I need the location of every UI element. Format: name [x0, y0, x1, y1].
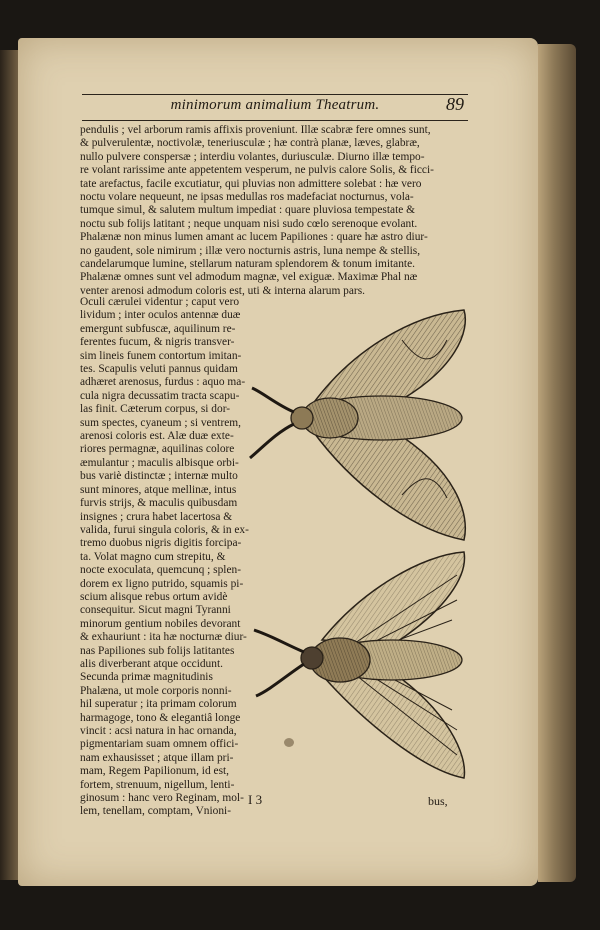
text-line: ferentes fucum, & nigris transver-: [80, 336, 235, 349]
text-line: pendulis ; vel arborum ramis affixis proveniunt. Illæ scabræ fere omnes sunt,: [80, 124, 431, 136]
page-number: 89: [446, 94, 464, 114]
catchword: bus,: [428, 794, 448, 808]
left-page-edge: [0, 50, 20, 880]
text-line: hil superatur ; ita primam colorum: [80, 698, 237, 711]
ink-stain: [284, 738, 294, 747]
text-line: nullo pulvere conspersæ ; interdiu volantes, duriusculæ. Diurno illæ tempo-: [80, 150, 425, 163]
text-line: sum spectes, cyaneum ; si ventrem,: [80, 416, 242, 429]
text-line: tumque simul, & salutem multum impediat : quare pluviosa tempestate &: [80, 204, 416, 217]
text-line: minorum gentium nobiles devorant: [80, 617, 241, 630]
text-line: riores permagnæ, aquilinas colore: [80, 443, 235, 456]
text-line: dorem ex ligno putrido, squamis pi-: [80, 577, 244, 590]
text-line: ta. Volat magno cum strepitu, &: [80, 550, 226, 563]
text-line: ginosum : hanc vero Reginam, mol-: [80, 792, 244, 805]
text-line: harmagoge, tono & elegantiâ longe: [80, 711, 241, 724]
text-line: insignes ; crura habet lacertosa &: [80, 510, 233, 523]
text-line: candelarumque lumine, stellarum naturam splendorem & tonum imitante.: [80, 258, 415, 271]
text-line: bus variè distinctæ ; internæ multo: [80, 470, 238, 483]
full-width-text: [80, 124, 470, 298]
signature-mark: I 3: [248, 792, 263, 807]
text-line: furvis strijs, & maculis quibusdam: [80, 497, 238, 510]
text-line: consequitur. Sicut magni Tyranni: [80, 604, 231, 617]
text-line: sim lineis funem contortum imitan-: [80, 349, 242, 362]
text-line: tremo duobus nigris digitis forcipa-: [80, 537, 242, 550]
text-line: noctu volare nequeunt, ne ipsas medullas ros madefaciat nocturnus, vola-: [80, 191, 414, 204]
text-line: Phalænæ omnes sunt vel admodum magnæ, vel exiguæ. Maximæ Phal næ: [80, 271, 418, 284]
text-line: noctu sub folijs latitant ; neque unquam nisi sudo cœlo serenoque evolant.: [80, 217, 418, 230]
text-line: tes. Scapulis veluti pannus quidam: [80, 363, 238, 376]
text-line: & exhauriunt : ita hæ nocturnæ diur-: [80, 631, 247, 644]
text-line: lem, tenellam, comptam, Vnioni-: [80, 805, 231, 818]
text-line: vincit : acsi natura in hac ornanda,: [80, 725, 237, 737]
text-line: scium alisque rebus ortum avidè: [80, 590, 228, 603]
page-block-edge: [538, 44, 576, 882]
moth-woodcut-icon: [242, 300, 472, 790]
text-line: adhæret arenosus, furdus : aquo ma-: [80, 376, 246, 389]
text-line: las finit. Cæterum corpus, si dor-: [80, 403, 231, 416]
running-head: minimorum animalium Theatrum.: [170, 97, 380, 113]
text-line: pigmentariam suam omnem offici-: [80, 738, 239, 751]
text-line: nocte exoculata, quemcunq ; splen-: [80, 564, 241, 577]
head-rule-bottom: [82, 120, 468, 121]
upper-moth: [250, 310, 465, 540]
text-line: lividum ; inter oculos antennæ duæ: [80, 309, 241, 322]
column-text: [80, 296, 252, 819]
text-line: valida, furui singula coloris, & in ex-: [80, 523, 249, 536]
text-line: emergunt subfuscæ, aquilinum re-: [80, 322, 236, 335]
text-line: no gaudent, sole nimirum ; illæ vero nocturnis astris, luna nempe & stellis,: [80, 244, 421, 257]
text-line: nas Papiliones sub folijs latitantes: [80, 644, 235, 657]
text-line: æmulantur ; maculis albisque orbi-: [80, 456, 239, 469]
head-rule-top: [82, 94, 468, 95]
text-line: Phalænæ non minus lumen amant ac lucem Papiliones : quare hæ astro diur-: [80, 231, 428, 244]
text-line: Secunda primæ magnitudinis: [80, 671, 213, 684]
text-line: Phalæna, ut mole corporis nonni-: [80, 684, 232, 697]
text-line: nam exhausisset ; atque illam pri-: [80, 751, 234, 764]
text-line: alis diverberant atque occidunt.: [80, 657, 223, 670]
text-line: & pulverulentæ, noctivolæ, teneriusculæ ; hæ contrà planæ, læves, glabræ,: [80, 137, 420, 150]
text-line: venter arenosi admodum coloris est, uti & interna alarum pars.: [80, 284, 365, 297]
text-line: mam, Regem Papilionum, id est,: [80, 765, 230, 778]
text-line: cula nigra decussatim tracta scapu-: [80, 389, 240, 402]
text-line: sunt minores, atque mellinæ, intus: [80, 483, 237, 496]
text-line: tate arefactus, facile excutiatur, qui pluvias non admittere solebat : hæ vero: [80, 177, 422, 190]
text-line: fortem, strenuum, nigellum, lenti-: [80, 778, 235, 791]
text-line: arenosi coloris est. Alæ duæ exte-: [80, 430, 234, 443]
text-line: Oculi cærulei videntur ; caput vero: [80, 296, 240, 308]
text-line: re volant rarissime ante appetentem vesperum, ne pulvis calore Solis, & ficci-: [80, 164, 434, 177]
